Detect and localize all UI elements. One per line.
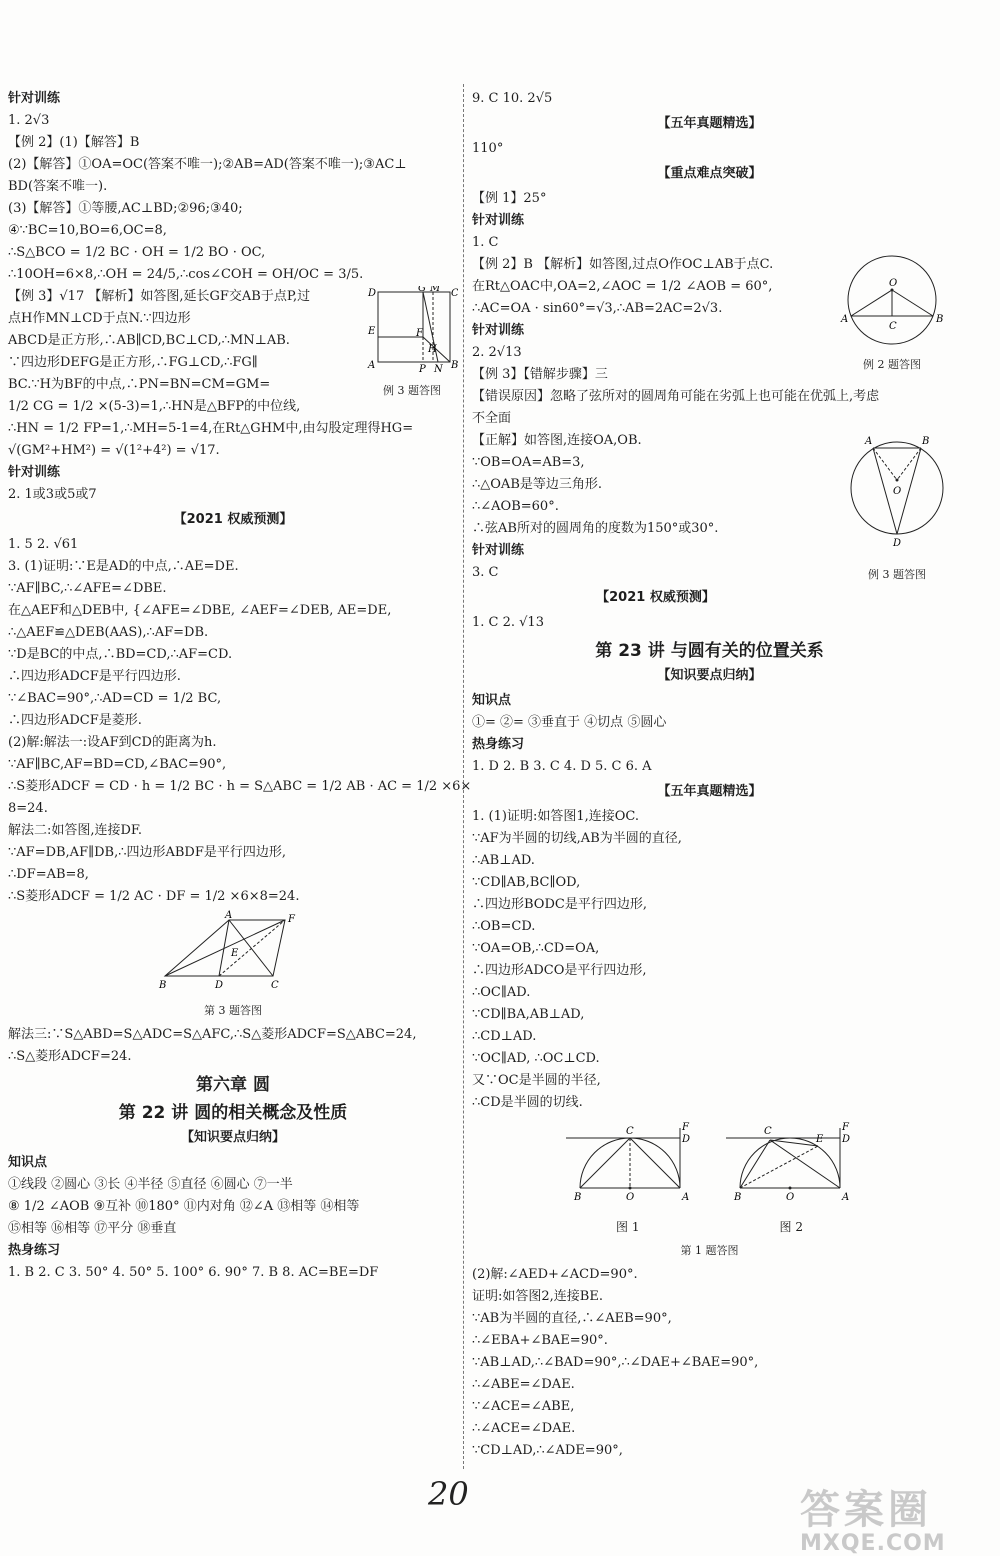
- figure-caption: 例 2 题答图: [863, 358, 921, 371]
- answer-line: ∵∠BAC=90°,∴AD=CD = 1/2 BC,: [8, 691, 222, 706]
- answer-line: 8=24.: [8, 801, 48, 816]
- section-heading: 【重点难点突破】: [657, 166, 762, 181]
- answer-line: 1. D 2. B 3. C 4. D 5. C 6. A: [472, 759, 652, 774]
- answer-line: ∴AB⊥AD.: [472, 853, 535, 868]
- answer-line: ∵D是BC的中点,∴BD=CD,∴AF=CD.: [8, 647, 233, 662]
- watermark-url: MXQE.COM: [800, 1531, 946, 1556]
- svg-text:B: B: [733, 1192, 741, 1203]
- heading-practice: 针对训练: [472, 323, 525, 338]
- svg-text:D: D: [681, 1134, 690, 1145]
- watermark-logo: [800, 1478, 946, 1556]
- answer-line: ∵OA=OB,∴CD=OA,: [472, 941, 600, 956]
- answer-line: 在△AEF和△DEB中, {∠AFE=∠DBE, ∠AEF=∠DEB, AE=DE,: [8, 603, 392, 618]
- figure-caption: 第 1 题答图: [680, 1244, 739, 1257]
- answer-line: 【例 1】25°: [472, 191, 547, 206]
- answer-line: 3. C: [472, 565, 499, 580]
- answer-line: ∴HN = 1/2 FP=1,∴MH=5-1=4,在Rt△GHM中,由勾股定理得HG=: [8, 421, 414, 436]
- answer-line: 解法二:如答图,连接DF.: [8, 823, 143, 838]
- answer-line: ∴CD是半圆的切线.: [472, 1095, 583, 1110]
- answer-line: (2)【解答】①OA=OC(答案不唯一);②AB=AD(答案不唯一);③AC⊥: [8, 157, 407, 172]
- section-heading: 【五年真题精选】: [657, 784, 762, 799]
- answer-line: 点H作MN⊥CD于点N.∵四边形: [8, 311, 191, 326]
- section-heading: 【知识要点归纳】: [657, 668, 762, 683]
- figure-caption: 例 3 题答图: [868, 568, 926, 581]
- answer-line: 1. C: [472, 235, 499, 250]
- svg-text:A: A: [681, 1192, 689, 1203]
- answer-line: ∴四边形ADCF是平行四边形.: [8, 669, 181, 684]
- answer-line: ∴四边形BODC是平行四边形,: [472, 897, 647, 912]
- answer-line: ∴四边形ADCO是平行四边形,: [472, 963, 647, 978]
- lecture-title: 第 22 讲 圆的相关概念及性质: [118, 1103, 348, 1123]
- answer-line: 【例 2】(1)【解答】B: [8, 135, 140, 150]
- svg-text:C: C: [451, 288, 458, 299]
- svg-text:H: H: [428, 344, 437, 355]
- svg-text:N: N: [434, 364, 443, 372]
- square-diagram: [366, 286, 458, 372]
- semicircle-figure-2: [726, 1122, 850, 1203]
- svg-text:G: G: [418, 286, 426, 294]
- answer-line: 【例 3】√17 【解析】如答图,延长GF交AB于点P,过: [8, 289, 311, 304]
- svg-text:E: E: [231, 948, 239, 959]
- svg-text:A: A: [368, 360, 376, 371]
- svg-text:B: B: [922, 436, 930, 447]
- heading-knowledge: 知识点: [8, 1155, 48, 1170]
- svg-text:D: D: [215, 980, 224, 991]
- figure-q3-rhombus: [8, 910, 458, 1022]
- svg-text:C: C: [763, 1126, 772, 1137]
- svg-text:A: A: [841, 1192, 849, 1203]
- heading-knowledge: 知识点: [472, 693, 512, 708]
- answer-line: ∵∠ACE=∠ABE,: [472, 1399, 575, 1414]
- answer-line: 2. 2√13: [472, 345, 522, 360]
- answer-line: 【错误原因】忽略了弦所对的圆周角可能在劣弧上也可能在优弧上,考虑: [472, 389, 880, 404]
- circle-inscribed-diagram: [847, 430, 947, 556]
- heading-practice: 针对训练: [472, 213, 525, 228]
- answer-line: ∴S△菱形ADCF=24.: [8, 1049, 132, 1064]
- section-heading: 【知识要点归纳】: [180, 1130, 285, 1145]
- answer-line: ∵AF=DB,AF∥DB,∴四边形ABDF是平行四边形,: [8, 845, 286, 860]
- answer-line: ∴AC=OA · sin60°=√3,∴AB=2AC=2√3.: [472, 301, 723, 316]
- svg-text:C: C: [271, 980, 279, 991]
- answer-line: ∵四边形DEFG是正方形,∴FG⊥CD,∴FG∥: [8, 355, 258, 370]
- answer-line: BC.∵H为BF的中点,∴PN=BN=CM=GM=: [8, 377, 271, 392]
- svg-text:B: B: [573, 1192, 581, 1203]
- answer-line: (2)解:∠AED+∠ACD=90°.: [472, 1267, 638, 1282]
- svg-text:F: F: [416, 328, 423, 339]
- answer-line: 110°: [472, 141, 504, 156]
- heading-warmup: 热身练习: [8, 1243, 61, 1258]
- section-heading: 【2021 权威预测】: [596, 590, 715, 605]
- svg-text:A: A: [865, 436, 873, 447]
- svg-text:B: B: [451, 360, 458, 371]
- answer-line: ∴△OAB是等边三角形.: [472, 477, 603, 492]
- svg-text:P: P: [419, 364, 426, 372]
- answer-line: ∵CD∥AB,BC∥OD,: [472, 875, 581, 890]
- answer-line: ∴∠AOB=60°.: [472, 499, 559, 514]
- answer-line: ∵CD∥BA,AB⊥AD,: [472, 1007, 585, 1022]
- svg-text:O: O: [625, 1192, 634, 1203]
- section-heading: 【五年真题精选】: [657, 116, 762, 131]
- answer-line: 3. (1)证明:∵E是AD的中点,∴AE=DE.: [8, 559, 239, 574]
- figure-example2-circle: [837, 254, 947, 376]
- svg-text:O: O: [785, 1192, 794, 1203]
- answer-line: 1. (1)证明:如答图1,连接OC.: [472, 809, 640, 824]
- answer-line: ④∵BC=10,BO=6,OC=8,: [8, 223, 167, 238]
- semicircle-diagrams: [560, 1118, 860, 1214]
- svg-text:O: O: [893, 486, 902, 497]
- svg-text:D: D: [841, 1134, 850, 1145]
- svg-text:F: F: [288, 914, 295, 925]
- answer-line: √(GM²+HM²) = √(1²+4²) = √17.: [8, 443, 220, 458]
- svg-text:C: C: [889, 321, 897, 332]
- heading-practice: 针对训练: [8, 465, 61, 480]
- lecture-title: 第 23 讲 与圆有关的位置关系: [595, 641, 824, 661]
- answer-line: ∵AF∥BC,∴∠AFE=∠DBE.: [8, 581, 167, 596]
- answer-line: 1/2 CG = 1/2 ×(5-3)=1,∴HN是△BFP的中位线,: [8, 399, 301, 414]
- right-column: [472, 88, 947, 1462]
- svg-text:F: F: [841, 1122, 849, 1133]
- answer-line: 不全面: [472, 411, 512, 426]
- heading-warmup: 热身练习: [472, 737, 525, 752]
- svg-text:O: O: [889, 278, 898, 289]
- figure-example3-square: [366, 286, 458, 402]
- answer-line: 1. B 2. C 3. 50° 4. 50° 5. 100° 6. 90° 7. B 8. AC=BE=DF: [8, 1265, 379, 1280]
- svg-text:D: D: [368, 288, 377, 299]
- answer-line: ABCD是正方形,∴AB∥CD,BC⊥CD,∴MN⊥AB.: [8, 333, 290, 348]
- page-number: 20: [428, 1475, 469, 1513]
- answer-line: ∴弦AB所对的圆周角的度数为150°或30°.: [472, 521, 719, 536]
- answer-line: 解法三:∵S△ABD=S△ADC=S△AFC,∴S△菱形ADCF=S△ABC=24,: [8, 1027, 417, 1042]
- figure-caption: 例 3 题答图: [383, 384, 441, 397]
- answer-line: ∴四边形ADCF是菱形.: [8, 713, 142, 728]
- svg-text:A: A: [225, 910, 233, 921]
- column-divider: [463, 84, 464, 1469]
- answer-line: ①线段 ②圆心 ③长 ④半径 ⑤直径 ⑥圆心 ⑦一半: [8, 1177, 293, 1192]
- answer-line: ⑧ 1/2 ∠AOB ⑨互补 ⑩180° ⑪内对角 ⑫∠A ⑬相等 ⑭相等: [8, 1199, 360, 1214]
- answer-line: ∵AF∥BC,AF=BD=CD,∠BAC=90°,: [8, 757, 227, 772]
- answer-line: ∴∠ABE=∠DAE.: [472, 1377, 575, 1392]
- answer-line: ∴∠ACE=∠DAE.: [472, 1421, 576, 1436]
- watermark-text: 答案圈: [800, 1487, 932, 1533]
- circle-chord-diagram: [837, 254, 947, 346]
- heading-practice: 针对训练: [8, 91, 61, 106]
- answer-line: 【例 3】【错解步骤】三: [472, 367, 608, 382]
- figure-caption: 第 3 题答图: [204, 1004, 262, 1017]
- answer-line: ①= ②= ③垂直于 ④切点 ⑤圆心: [472, 715, 667, 730]
- answer-line: 1. C 2. √13: [472, 615, 544, 630]
- svg-text:E: E: [815, 1134, 823, 1145]
- heading-practice: 针对训练: [472, 543, 525, 558]
- answer-line: ∴OC∥AD.: [472, 985, 531, 1000]
- answer-line: 1. 2√3: [8, 113, 50, 128]
- answer-line: 9. C 10. 2√5: [472, 91, 553, 106]
- answer-line: (3)【解答】①等腰,AC⊥BD;②96;③40;: [8, 201, 243, 216]
- svg-text:F: F: [681, 1122, 689, 1133]
- chapter-title: 第六章 圆: [196, 1075, 270, 1095]
- semicircle-figure-1: [566, 1122, 690, 1203]
- answer-line: ∴10OH=6×8,∴OH = 24/5,∴cos∠COH = OH/OC = 3/5.: [8, 267, 364, 282]
- svg-text:B: B: [159, 980, 167, 991]
- answer-line: ∴CD⊥AD.: [472, 1029, 537, 1044]
- answer-line: 证明:如答图2,连接BE.: [472, 1289, 603, 1304]
- svg-text:E: E: [368, 326, 376, 337]
- answer-line: ∵AB⊥AD,∴∠BAD=90°,∴∠DAE+∠BAE=90°,: [472, 1355, 759, 1370]
- left-column: [8, 88, 472, 1284]
- rhombus-diagram: [153, 910, 313, 992]
- answer-line: 【正解】如答图,连接OA,OB.: [472, 433, 642, 448]
- figure-label-1: 图 1: [616, 1220, 640, 1234]
- answer-line: ∴S△BCO = 1/2 BC · OH = 1/2 BO · OC,: [8, 245, 266, 260]
- svg-text:A: A: [841, 314, 849, 325]
- answer-line: ∴∠EBA+∠BAE=90°.: [472, 1333, 608, 1348]
- answer-line: ∴△AEF≌△DEB(AAS),∴AF=DB.: [8, 625, 209, 640]
- answer-line: 又∵OC是半圆的半径,: [472, 1073, 601, 1088]
- answer-line: ∴S菱形ADCF = CD · h = 1/2 BC · h = S△ABC = 1/2 AB · AC = 1/2 ×6×: [8, 779, 472, 794]
- figure-label-2: 图 2: [779, 1220, 803, 1234]
- answer-line: ∴S菱形ADCF = 1/2 AC · DF = 1/2 ×6×8=24.: [8, 889, 300, 904]
- svg-text:D: D: [893, 538, 902, 549]
- answer-line: ∵CD⊥AD,∴∠ADE=90°,: [472, 1443, 623, 1458]
- answer-line: ∵AB为半圆的直径,∴∠AEB=90°,: [472, 1311, 672, 1326]
- answer-line: 在Rt△OAC中,OA=2,∠AOC = 1/2 ∠AOB = 60°,: [472, 279, 773, 294]
- answer-line: ⑮相等 ⑯相等 ⑰平分 ⑱垂直: [8, 1221, 177, 1236]
- answer-line: ∵OC∥AD, ∴OC⊥CD.: [472, 1051, 600, 1066]
- figure-example3-circle: [847, 430, 947, 586]
- answer-line: 1. 5 2. √61: [8, 537, 79, 552]
- answer-line: 2. 1或3或5或7: [8, 487, 97, 502]
- answer-line: 【例 2】B 【解析】如答图,过点O作OC⊥AB于点C.: [472, 257, 774, 272]
- answer-line: ∵OB=OA=AB=3,: [472, 455, 585, 470]
- svg-text:C: C: [625, 1126, 634, 1137]
- answer-line: BD(答案不唯一).: [8, 179, 108, 194]
- answer-line: ∴OB=CD.: [472, 919, 536, 934]
- section-heading: 【2021 权威预测】: [173, 512, 293, 527]
- answer-line: (2)解:解法一:设AF到CD的距离为h.: [8, 735, 217, 750]
- answer-line: ∵AF为半圆的切线,AB为半圆的直径,: [472, 831, 682, 846]
- answer-line: ∴DF=AB=8,: [8, 867, 89, 882]
- svg-text:B: B: [936, 314, 944, 325]
- figure-q1-semicircles: [472, 1118, 947, 1262]
- svg-text:M: M: [430, 286, 441, 294]
